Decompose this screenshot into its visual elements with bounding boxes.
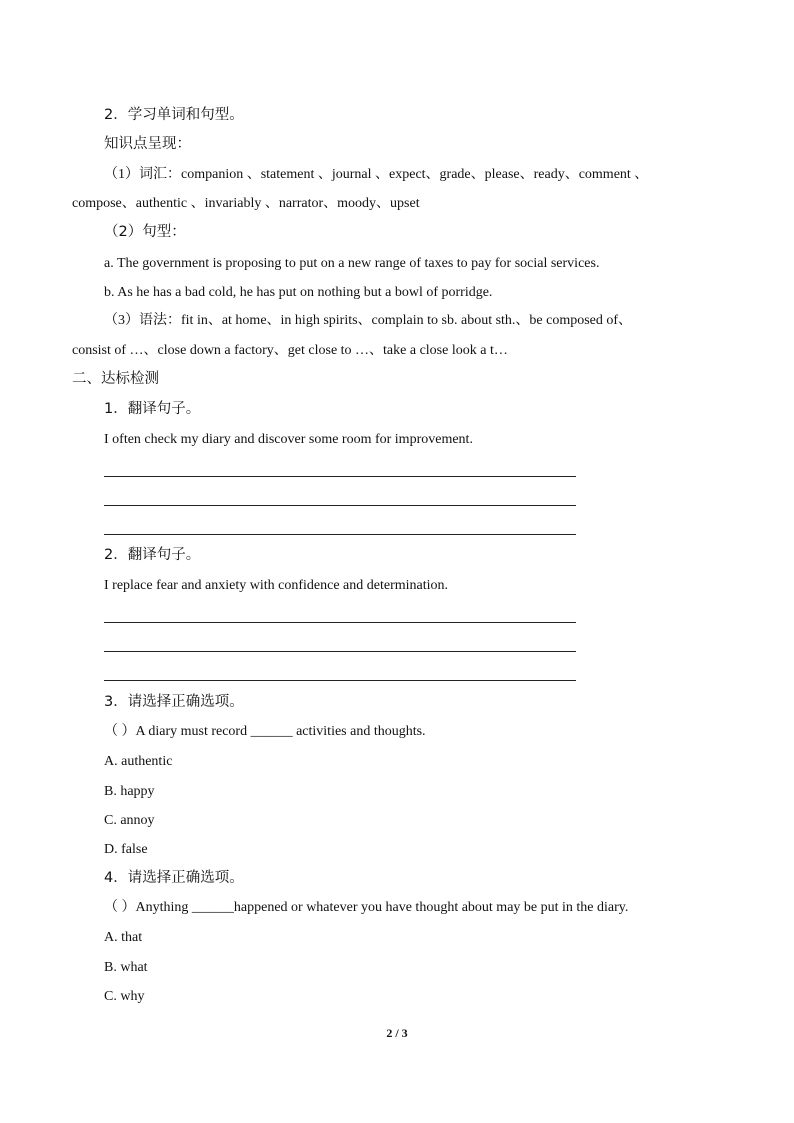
q4-heading: 4．请选择正确选项。	[104, 870, 244, 886]
item2-heading: 2．学习单词和句型。	[104, 107, 244, 123]
grammar-line-2: consist of …、close down a factory、get close to …、take a close look a t…	[72, 343, 508, 358]
q4-stem: （ ）Anything ______happened or whatever you have thought about may be put in the diary.	[104, 900, 629, 915]
q1-answer-line-1[interactable]	[104, 476, 576, 477]
q3-option-d: D. false	[104, 842, 148, 857]
q1-heading: 1．翻译句子。	[104, 401, 201, 417]
q4-option-b: B. what	[104, 960, 148, 975]
grammar-line-1: （3）语法：fit in、at home、in high spirits、complain to sb. about sth.、be composed of、	[104, 313, 633, 328]
sentence-b: b. As he has a bad cold, he has put on nothing but a bowl of porridge.	[104, 285, 493, 300]
q3-stem: （ ）A diary must record ______ activities and thoughts.	[104, 724, 426, 739]
q2-answer-line-3[interactable]	[104, 680, 576, 681]
q3-option-a: A. authentic	[104, 754, 173, 769]
q4-option-a: A. that	[104, 930, 143, 945]
knowledge-label: 知识点呈现：	[104, 136, 191, 152]
sentence-a: a. The government is proposing to put on a new range of taxes to pay for social services.	[104, 256, 600, 271]
q2-answer-line-2[interactable]	[104, 651, 576, 652]
q1-answer-line-3[interactable]	[104, 534, 576, 535]
q3-option-c: C. annoy	[104, 813, 155, 828]
q1-sentence: I often check my diary and discover some room for improvement.	[104, 432, 473, 447]
q3-option-b: B. happy	[104, 784, 155, 799]
q4-option-c: C. why	[104, 989, 145, 1004]
page-number: 2 / 3	[386, 1026, 408, 1040]
q1-answer-line-2[interactable]	[104, 505, 576, 506]
q2-heading: 2．翻译句子。	[104, 547, 201, 563]
vocab-line-1: （1）词汇：companion 、statement 、journal 、expect、grade、please、ready、comment 、	[104, 167, 649, 182]
sentence-label: （2）句型：	[104, 224, 186, 240]
section2-heading: 二、达标检测	[72, 371, 159, 387]
vocab-line-2: compose、authentic 、invariably 、narrator、moody、upset	[72, 196, 420, 211]
q2-answer-line-1[interactable]	[104, 622, 576, 623]
q2-sentence: I replace fear and anxiety with confidence and determination.	[104, 578, 449, 593]
q3-heading: 3．请选择正确选项。	[104, 694, 244, 710]
